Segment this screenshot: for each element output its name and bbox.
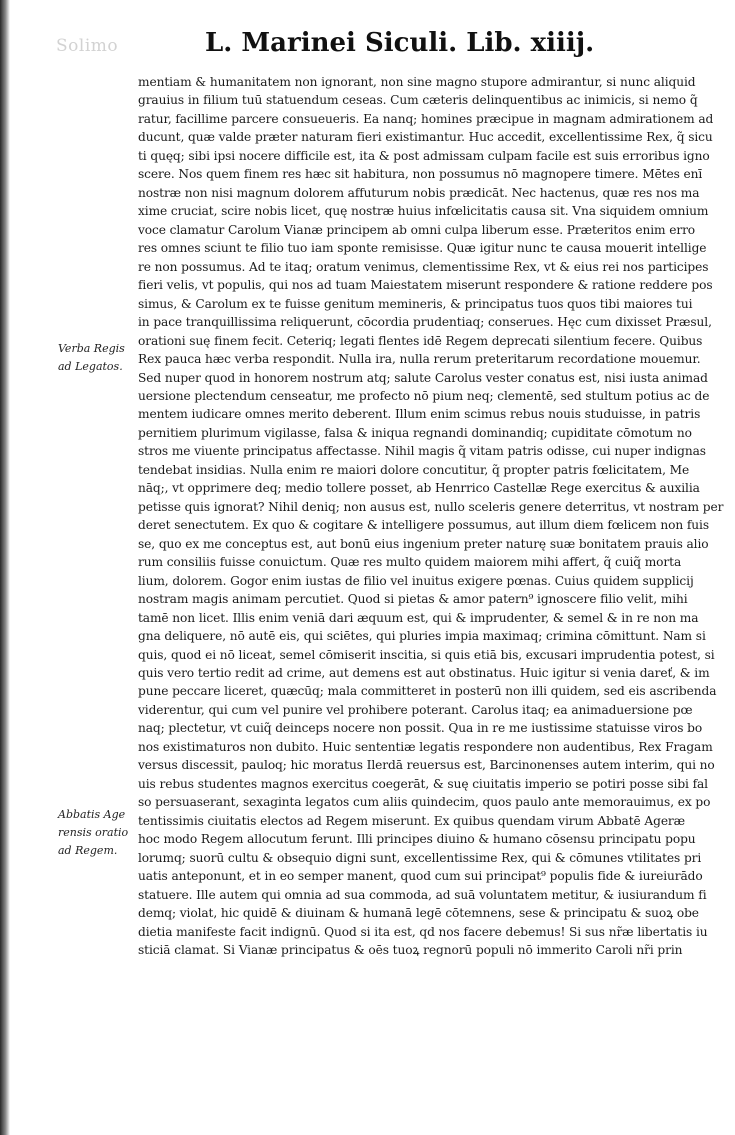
margin-note-line: ad Regem. bbox=[58, 844, 118, 857]
text-line: uersione plectendum censeatur, me profecto nō pium neq; clementē, sed stultum potius ac de bbox=[138, 388, 710, 403]
text-line: res omnes sciunt te filio tuo iam sponte remisisse. Quæ igitur nunc te causa mouerit intellige bbox=[138, 241, 707, 256]
text-line: voce clamatur Carolum Vianæ principem ab omni culpa liberum esse. Præteritos enim erro bbox=[138, 222, 696, 237]
text-line: statuere. Ille autem qui omnia ad sua commoda, ad suā voluntatem metitur, & iusiurandum fi bbox=[138, 887, 707, 902]
margin-note-line: Abbatis Age bbox=[58, 808, 126, 821]
text-line: in pace tranquillissima reliquerunt, cōcordia prudentiaq; conserues. Hęc cum dixisset Præsul, bbox=[138, 315, 712, 330]
text-line: sticiā clamat. Si Vianæ principatus & oēs tuoꝝ regnorū populi nō immerito Caroli nr̃i prin bbox=[138, 943, 683, 958]
text-line: ducunt, quæ valde præter naturam fieri existimantur. Huc accedit, excellentissime Rex, q̃ sicu bbox=[138, 130, 713, 145]
text-line: uatis anteponunt, et in eo semper manent, quod cum sui principat⁹ populis fide & iureiurādo bbox=[138, 869, 703, 884]
text-line: lorumq; suorū cultu & obsequio digni sunt, excellentissime Rex, qui & cōmunes vtilitates pri bbox=[138, 850, 702, 865]
text-line: versus discessit, pauloq; hic moratus Ilerdā reuersus est, Barcinonenses autem interim, qui no bbox=[138, 758, 715, 773]
text-line: ti quęq; sibi ipsi nocere difficile est, ita & post admissam culpam facile est suis erroribus igno bbox=[138, 148, 710, 163]
text-line: tentissimis ciuitatis electos ad Regem miserunt. Ex quibus quendam virum Abbatē Ageræ bbox=[138, 813, 686, 828]
body-text-column bbox=[138, 73, 724, 960]
text-line: demq; violat, hic quidē & diuinam & humanā legē cōtemnens, sese & principatu & suoꝝ obe bbox=[138, 906, 699, 921]
text-line: orationi suę finem fecit. Ceteriq; legati flentes idē Regem deprecati silentium fecere. Quibus bbox=[138, 333, 703, 348]
text-line: viderentur, qui cum vel punire vel prohibere poterant. Carolus itaq; ea animaduersione pœ bbox=[138, 702, 693, 717]
text-line: rum consiliis fuisse conuictum. Quæ res multo quidem maiorem mihi affert, q̃ cuiq̃ morta bbox=[138, 555, 682, 570]
text-line: scere. Nos quem finem res hæc sit habitura, non possumus nō magnopere timere. Mētes enī bbox=[138, 167, 703, 182]
text-line: naq; plectetur, vt cuiq̃ deinceps nocere non possit. Qua in re me iustissime statuisse viros bo bbox=[138, 721, 703, 736]
text-line: stros me viuente principatus affectasse. Nihil magis q̃ vitam patris odisse, cui nuper indignas bbox=[138, 444, 706, 459]
text-line: deret senectutem. Ex quo & cogitare & intelligere possumus, aut illum diem fœlicem non fuis bbox=[138, 518, 709, 533]
text-line: quis, quod ei nō liceat, semel cōmiserit inscitia, si quis etiā bis, excusari imprudentia potest, si bbox=[138, 647, 715, 662]
text-line: dietia manifeste facit indignū. Quod si ita est, qd nos facere debemus! Si sus nr̃æ libertatis iu bbox=[138, 924, 708, 939]
text-line: se, quo ex me conceptus est, aut bonū eius ingenium preter naturę suæ bonitatem prauis alio bbox=[138, 536, 709, 551]
text-line: gna deliquere, nō autē eis, qui sciētes, qui pluries impia maximaq; crimina cōmittunt. Nam si bbox=[138, 629, 706, 644]
text-line: nāq;, vt opprimere deq; medio tollere posset, ab Henrrico Castellæ Rege exercitus & auxilia bbox=[138, 481, 700, 496]
text-line: Sed nuper quod in honorem nostrum atq; salute Carolus vester conatus est, nisi iusta animad bbox=[138, 370, 708, 385]
text-line: fieri velis, vt populis, qui nos ad tuam Maiestatem miserunt respondere & ratione reddere pos bbox=[138, 278, 713, 293]
margin-note-line: ad Legatos. bbox=[58, 360, 123, 373]
text-line: tendebat insidias. Nulla enim re maiori dolore concutitur, q̃ propter patris fœlicitatem, Me bbox=[138, 462, 690, 477]
scan-shadow-edge bbox=[0, 0, 10, 1135]
text-line: mentem iudicare omnes merito deberent. Illum enim scimus rebus nouis studuisse, in patris bbox=[138, 407, 701, 422]
margin-note-line: Verba Regis bbox=[58, 342, 125, 355]
margin-note-abbatis-oratio bbox=[58, 806, 138, 860]
text-line: mentiam & humanitatem non ignorant, non sine magno stupore admirantur, si nunc aliquid bbox=[138, 75, 696, 89]
text-line: quis vero tertio redit ad crime, aut demens est aut obstinatus. Huic igitur si venia dareť, & im bbox=[138, 666, 710, 680]
margin-note-verba-regis bbox=[58, 340, 138, 376]
text-line: petisse quis ignorat? Nihil deniq; non ausus est, nullo sceleris genere deterritus, vt nostram per bbox=[138, 499, 724, 514]
text-line: nos existimaturos non dubito. Huic sententiæ legatis respondere non audentibus, Rex Fragam bbox=[138, 739, 713, 754]
text-line: uis rebus studentes magnos exercitus coegerāt, & suę ciuitatis imperio se potiri posse sibi fal bbox=[138, 776, 708, 791]
bleed-through-header: Solimo bbox=[56, 36, 119, 56]
text-line: hoc modo Regem allocutum ferunt. Illi principes diuino & humano cōsensu principatu popu bbox=[138, 832, 696, 847]
margin-note-line: rensis oratio bbox=[58, 826, 129, 839]
running-head: L. Marinei Siculi. Lib. xiiij. bbox=[205, 28, 595, 58]
text-line: re non possumus. Ad te itaq; oratum venimus, clementissime Rex, vt & eius rei nos participes bbox=[138, 259, 709, 274]
text-line: xime cruciat, scire nobis licet, quę nostræ huius infœlicitatis causa sit. Vna siquidem omnium bbox=[138, 204, 709, 219]
text-line: grauius in filium tuū statuendum ceseas. Cum cæteris delinquentibus ac inimicis, si nemo q̃ bbox=[138, 93, 698, 108]
text-line: tamē non licet. Illis enim veniā dari æquum est, qui & imprudenter, & semel & in re non ma bbox=[138, 610, 699, 625]
text-line: pune peccare liceret, quæcūq; mala committeret in posterū non illi quidem, sed eis ascribenda bbox=[138, 684, 717, 699]
text-line: nostræ non nisi magnum dolorem affuturum nobis prædicāt. Nec hactenus, quæ res nos ma bbox=[138, 185, 700, 200]
text-line: Rex pauca hæc verba respondit. Nulla ira, nulla rerum preteritarum recordatione mouemur. bbox=[138, 352, 701, 367]
text-line: nostram magis animam percutiet. Quod si pietas & amor patern⁹ ignoscere filio velit, mihi bbox=[138, 592, 688, 607]
text-line: pernitiem plurimum vigilasse, falsa & iniqua regnandi dominandiq; cupiditate cōmotum no bbox=[138, 425, 692, 440]
text-line: so persuaserant, sexaginta legatos cum aliis quindecim, quos paulo ante memorauimus, ex po bbox=[138, 795, 711, 810]
text-line: ratur, facillime parcere consueueris. Ea nanq; homines præcipue in magnam admirationem ad bbox=[138, 111, 714, 126]
text-line: simus, & Carolum ex te fuisse genitum memineris, & principatus tuos quos tibi maiores tui bbox=[138, 296, 693, 311]
text-line: lium, dolorem. Gogor enim iustas de filio vel inuitus exigere pœnas. Cuius quidem supplicij bbox=[138, 573, 694, 588]
